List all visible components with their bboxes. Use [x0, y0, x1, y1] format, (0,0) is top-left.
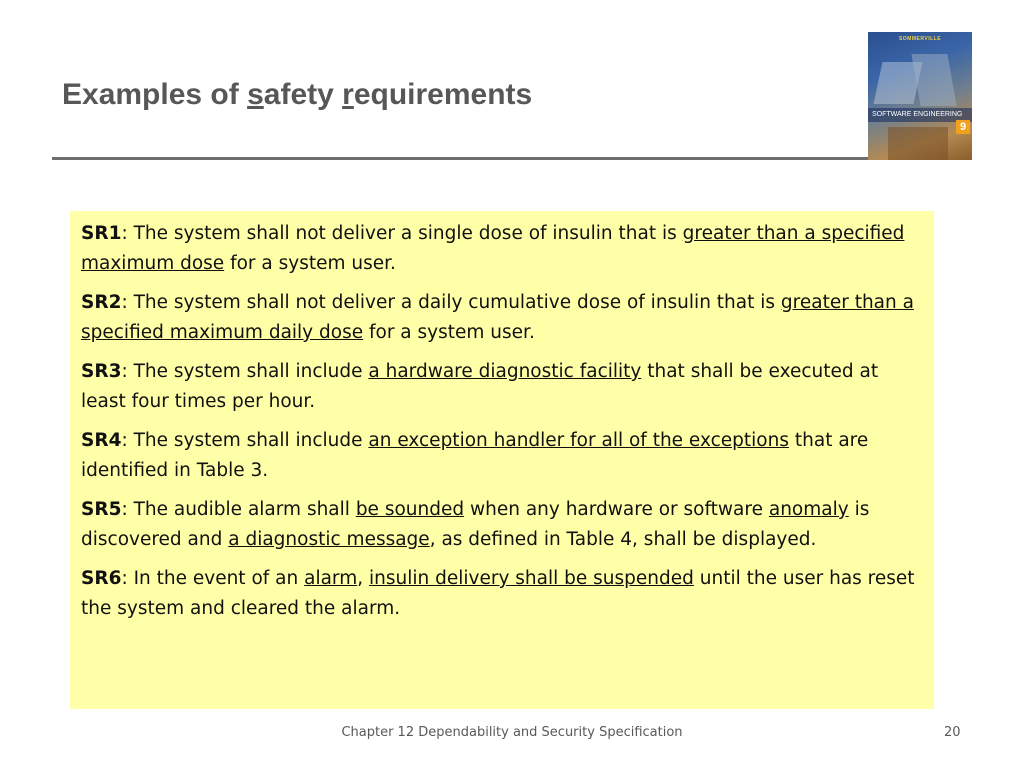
footer-chapter-text: Chapter 12 Dependability and Security Specification	[341, 725, 683, 740]
requirement-text: : The system shall include	[121, 361, 369, 382]
requirement-text: : In the event of an	[121, 568, 305, 589]
requirement-text-underlined: be sounded	[355, 499, 465, 520]
page-number: 20	[944, 725, 961, 740]
requirement-item	[81, 495, 924, 555]
requirement-text: for a system user.	[363, 322, 535, 343]
requirement-text: : The system shall include	[121, 430, 369, 451]
requirement-text: that shall be executed at least four times per hour.	[81, 361, 879, 412]
requirement-text-underlined: an exception handler for all of the exceptions	[368, 430, 789, 451]
cover-author: SOMMERVILLE	[898, 36, 942, 42]
requirement-item	[81, 219, 924, 279]
requirement-item	[81, 357, 924, 417]
requirement-text-underlined: anomaly	[768, 499, 849, 520]
requirement-item	[81, 564, 924, 624]
requirement-text-underlined: greater than a specified maximum dose	[81, 223, 905, 274]
title-divider	[52, 157, 868, 160]
cover-building-shape	[911, 54, 956, 106]
requirement-text-underlined: greater than a specified maximum daily dose	[81, 292, 914, 343]
book-cover-image	[868, 32, 972, 160]
requirement-text: , as defined in Table 4, shall be displayed.	[429, 529, 817, 550]
requirement-id: SR4	[81, 430, 122, 451]
requirement-text: : The audible alarm shall	[121, 499, 356, 520]
title-part-underlined: r	[342, 78, 354, 111]
slide-title	[62, 78, 532, 112]
requirement-text: when any hardware or software	[464, 499, 769, 520]
cover-building-shape	[888, 127, 948, 160]
requirement-text: : The system shall not deliver a single dose of insulin that is	[121, 223, 683, 244]
requirement-text-underlined: a hardware diagnostic facility	[368, 361, 642, 382]
requirement-id: SR2	[81, 292, 122, 313]
requirement-text: is discovered and	[81, 499, 870, 550]
requirement-id: SR6	[81, 568, 122, 589]
title-part: Examples of	[62, 78, 248, 111]
title-part-underlined: s	[247, 78, 264, 111]
requirement-text: : The system shall not deliver a daily cumulative dose of insulin that is	[121, 292, 781, 313]
requirement-text: ,	[357, 568, 369, 589]
requirements-box	[70, 211, 934, 709]
title-part: afety	[263, 78, 343, 111]
title-part: equirements	[353, 78, 533, 111]
requirement-item	[81, 288, 924, 348]
requirement-id: SR3	[81, 361, 122, 382]
requirement-text: until the user has reset the system and cleared the alarm.	[81, 568, 915, 619]
cover-edition: 9	[956, 120, 970, 134]
requirement-text: that are identified in Table 3.	[81, 430, 869, 481]
cover-title: SOFTWARE ENGINEERING	[872, 111, 963, 118]
requirement-id: SR5	[81, 499, 122, 520]
requirement-item	[81, 426, 924, 486]
requirement-text: for a system user.	[224, 253, 396, 274]
requirement-text-underlined: alarm	[304, 568, 358, 589]
requirement-id: SR1	[81, 223, 122, 244]
requirement-text-underlined: a diagnostic message	[228, 529, 430, 550]
requirement-text-underlined: insulin delivery shall be suspended	[369, 568, 694, 589]
